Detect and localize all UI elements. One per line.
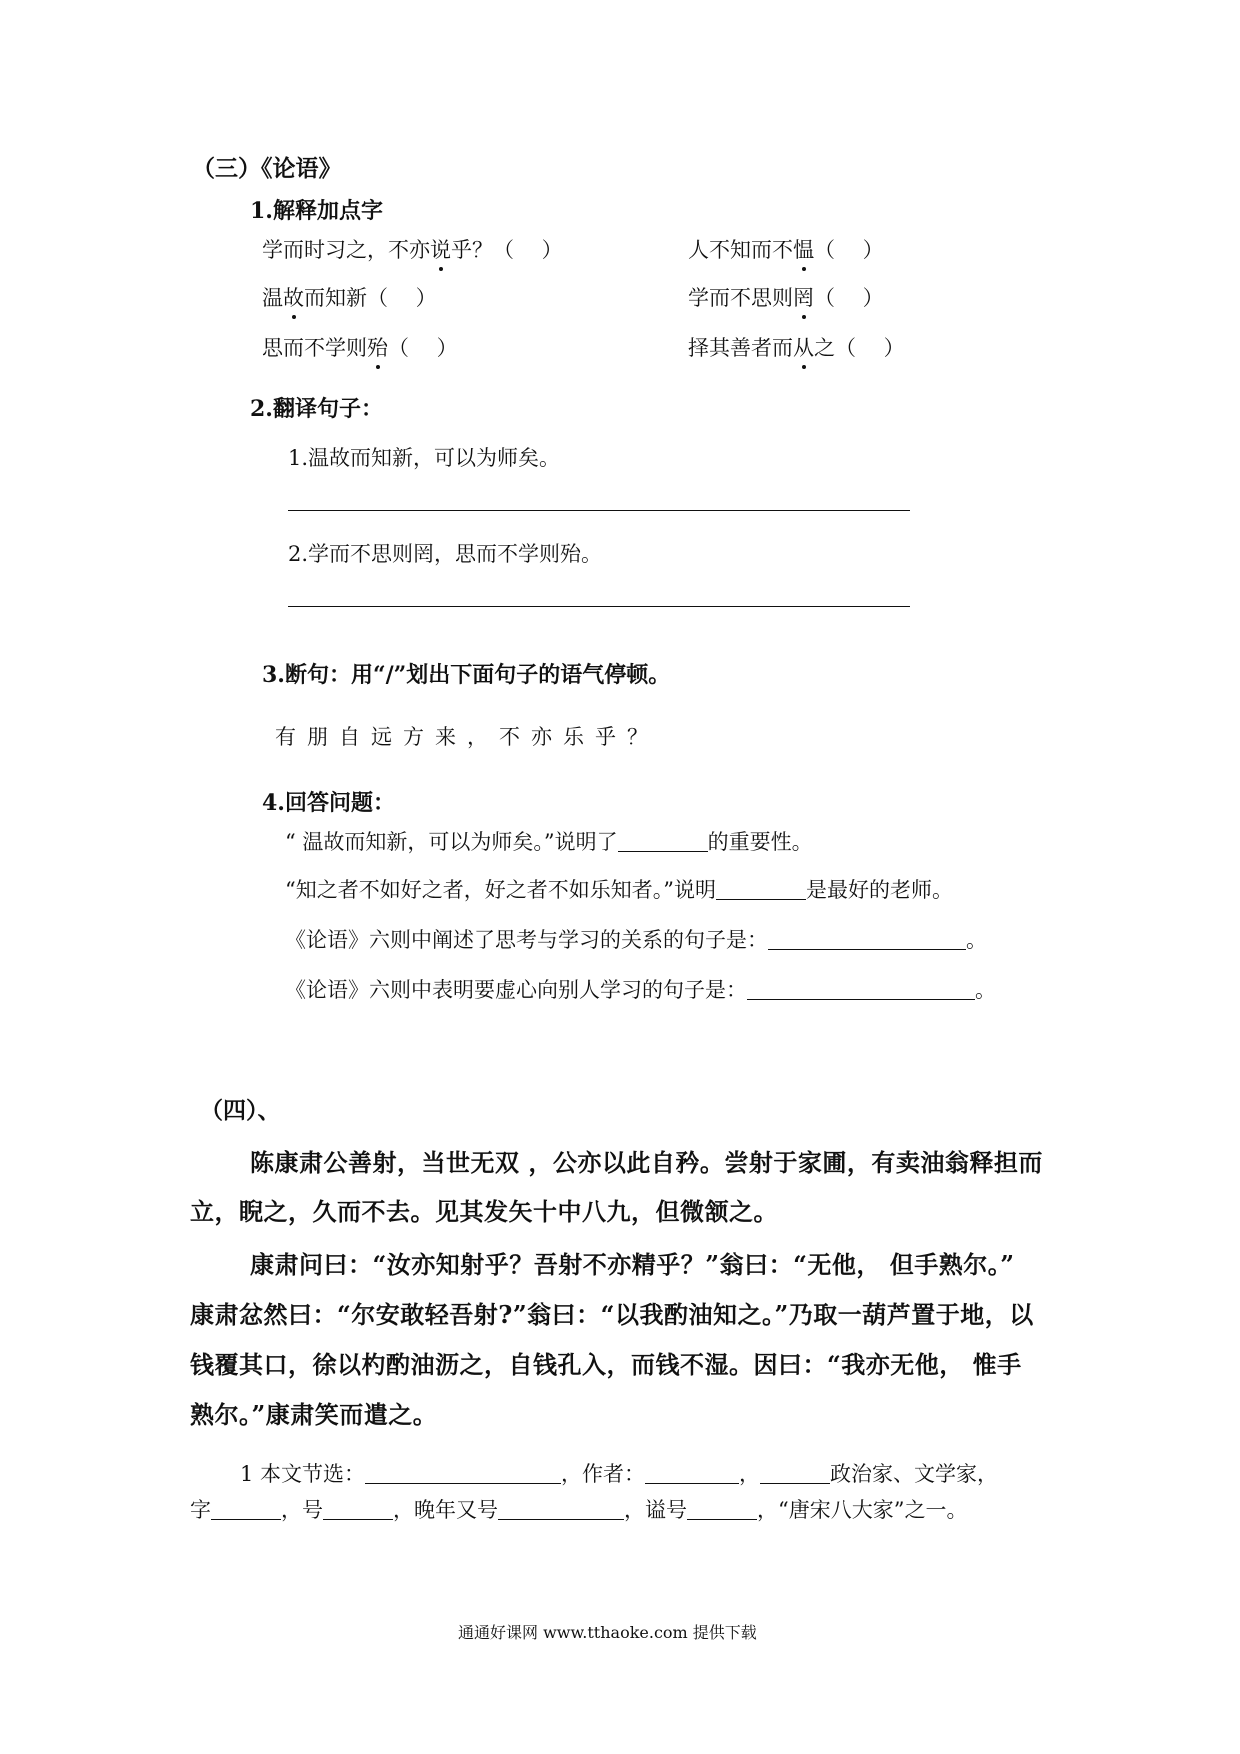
q4-title: 4.回答问题： (262, 790, 395, 816)
q4-blank-3[interactable] (768, 926, 966, 950)
q1-item-3: 温故而知新（ ） (262, 282, 437, 312)
s4-blank-zi[interactable] (211, 1496, 281, 1520)
q4-blank-4[interactable] (747, 976, 975, 1000)
s4-q1-line-1: 1 本文节选： ，作者： ， 政治家、文学家， (240, 1462, 999, 1486)
page-footer: 通通好课网 www.tthaoke.com 提供下载 (458, 1623, 757, 1642)
q2-answer-line-1[interactable] (288, 510, 910, 511)
q4-line-3: 《论语》六则中阐述了思考与学习的关系的句子是： 。 (285, 928, 987, 952)
s4-blank-hao[interactable] (323, 1496, 393, 1520)
passage-line-2: 立，睨之，久而不去。见其发矢十中八九，但微颔之。 (190, 1197, 778, 1226)
q4-line-4: 《论语》六则中表明要虚心向别人学习的句子是： 。 (285, 978, 996, 1002)
s4-blank-source[interactable] (365, 1460, 561, 1484)
q4-line-2: “知之者不如好之者，好之者不如乐知者。”说明 是最好的老师。 (285, 878, 953, 902)
s4-blank-dynasty[interactable] (760, 1460, 830, 1484)
q2-title: 2.翻译句子： (250, 396, 383, 422)
s4-q1-line-2: 字 ，号 ，晚年又号 ，谥号 ，“唐宋八大家”之一。 (190, 1498, 968, 1522)
q1-item-5: 思而不学则殆（ ） (262, 332, 458, 362)
q3-title: 3.断句：用“/”划出下面句子的语气停顿。 (262, 662, 671, 688)
passage-line-5: 钱覆其口，徐以杓酌油沥之，自钱孔入，而钱不湿。因曰：“我亦无他， 惟手 (190, 1350, 1022, 1379)
passage-line-1: 陈康肃公善射，当世无双 ，公亦以此自矜。尝射于家圃，有卖油翁释担而 (250, 1148, 1043, 1177)
q1-item-6: 择其善者而从之（ ） (688, 332, 905, 362)
q1-item-4: 学而不思则罔（ ） (688, 282, 884, 312)
s4-blank-author[interactable] (645, 1460, 739, 1484)
q1-title: 1.解释加点字 (250, 198, 383, 224)
passage-line-4: 康肃忿然曰：“尔安敢轻吾射?”翁曰：“以我酌油知之。”乃取一葫芦置于地，以 (190, 1300, 1034, 1329)
s4-blank-later-hao[interactable] (498, 1496, 624, 1520)
s4-blank-shihao[interactable] (687, 1496, 757, 1520)
passage-line-3: 康肃问曰：“汝亦知射乎？吾射不亦精乎？”翁曰：“无他， 但手熟尔。” (250, 1250, 1015, 1279)
q1-item-2: 人不知而不愠（ ） (688, 234, 884, 264)
section4-title: （四）、 (200, 1097, 281, 1124)
q4-blank-1[interactable] (618, 828, 708, 852)
q2-answer-line-2[interactable] (288, 606, 910, 607)
q2-sentence-1: 1.温故而知新，可以为师矣。 (288, 446, 561, 470)
passage-line-6: 熟尔。”康肃笑而遣之。 (190, 1400, 438, 1429)
q2-sentence-2: 2.学而不思则罔，思而不学则殆。 (288, 542, 603, 566)
q4-blank-2[interactable] (716, 876, 806, 900)
q1-item-1: 学而时习之，不亦说乎？（ ） (262, 234, 563, 264)
q4-line-1: “ 温故而知新，可以为师矣。”说明了 的重要性。 (285, 830, 813, 854)
section3-title: （三）《论语》 (192, 155, 342, 182)
q3-sentence: 有朋自远方来，不亦乐乎？ (275, 725, 659, 749)
